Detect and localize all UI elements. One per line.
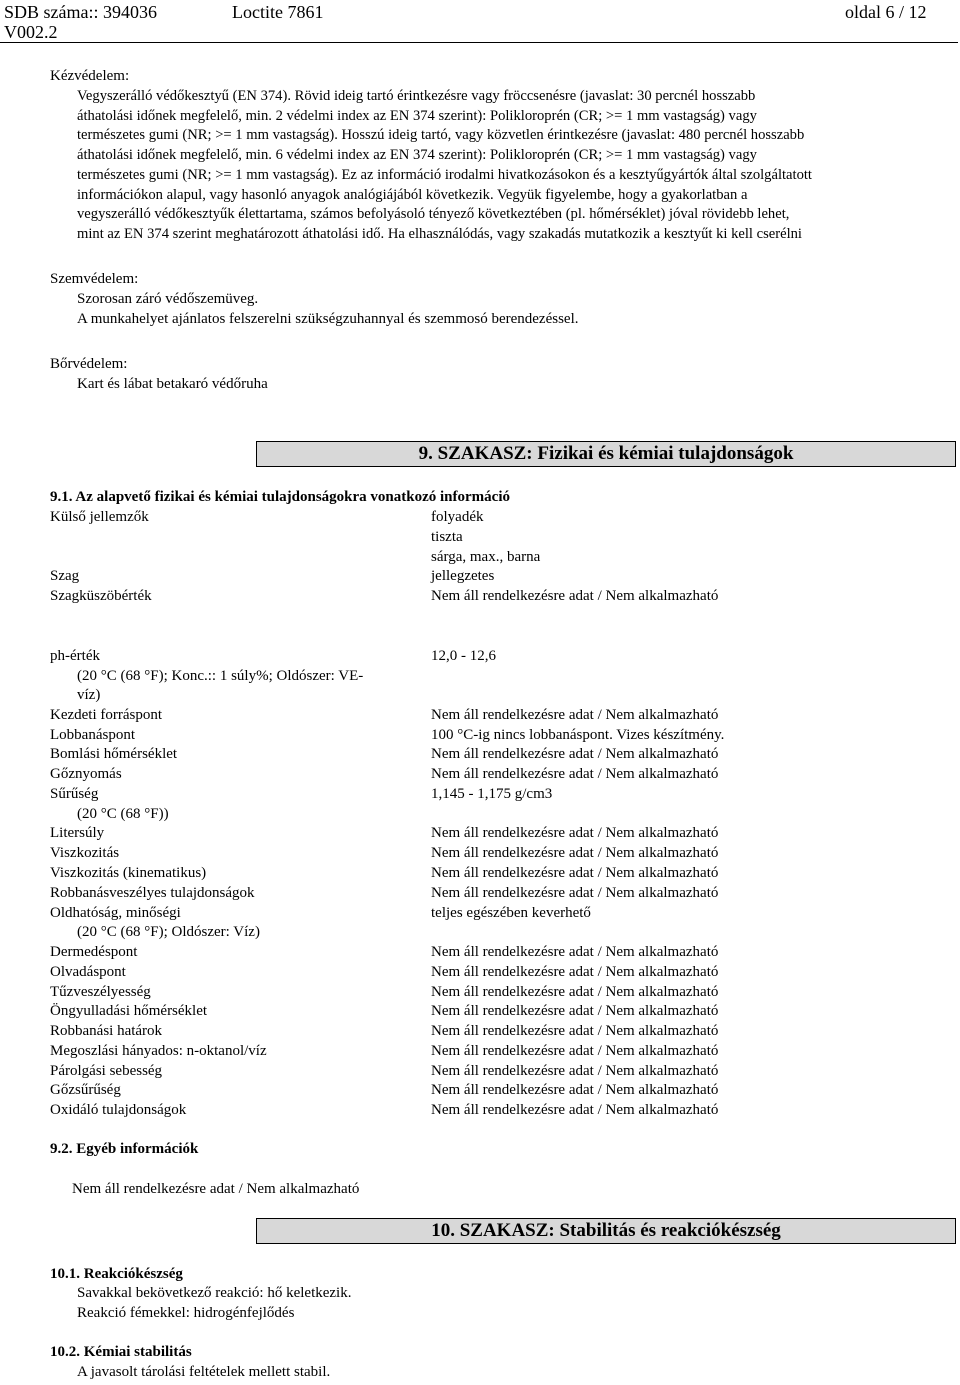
section-10-heading: 10. SZAKASZ: Stabilitás és reakciókészség bbox=[256, 1218, 956, 1244]
property-label: Robbanási határok bbox=[50, 1023, 163, 1039]
property-value: Nem áll rendelkezésre adat / Nem alkalmazható bbox=[431, 746, 719, 762]
property-value: Nem áll rendelkezésre adat / Nem alkalmazható bbox=[431, 1023, 719, 1039]
property-label: Lobbanáspont bbox=[50, 727, 135, 743]
property-label: Oldhatóság, minőségi bbox=[50, 905, 181, 921]
page-number: oldal 6 / 12 bbox=[845, 2, 927, 22]
skin-protection-line: Kart és lábat betakaró védőruha bbox=[77, 376, 268, 392]
eye-protection-line: A munkahelyet ajánlatos felszerelni szükségzuhannyal és szemmosó berendezéssel. bbox=[77, 311, 579, 327]
property-label: Kezdeti forráspont bbox=[50, 707, 163, 723]
property-label: Külső jellemzők bbox=[50, 509, 149, 525]
reactivity-line: Savakkal bekövetkező reakció: hő keletkezik. bbox=[77, 1285, 352, 1301]
property-value: Nem áll rendelkezésre adat / Nem alkalmazható bbox=[431, 707, 719, 723]
property-label: Viszkozitás bbox=[50, 845, 120, 861]
property-label: Gőzsűrűség bbox=[50, 1082, 121, 1098]
property-label: Tűzveszélyesség bbox=[50, 984, 151, 1000]
header-rule bbox=[0, 42, 958, 43]
property-value: Nem áll rendelkezésre adat / Nem alkalmazható bbox=[431, 766, 719, 782]
stability-line: A javasolt tárolási feltételek mellett stabil. bbox=[77, 1364, 331, 1380]
version: V002.2 bbox=[4, 22, 58, 42]
property-value: sárga, max., barna bbox=[431, 549, 541, 565]
property-label: Szagküszöbérték bbox=[50, 588, 152, 604]
hand-protection-line: áthatolási időnek megfelelő, min. 2 védelmi index az EN 374 szerint): Polikloroprén (CR; >= 1 mm vastagság) vagy bbox=[77, 107, 757, 124]
section-10-2-heading: 10.2. Kémiai stabilitás bbox=[50, 1344, 192, 1360]
hand-protection-line: információkon alapul, vagy hasonló anyagok analógiájából következik. Vegyük figyelembe, hogy a gyakorlatban a bbox=[77, 186, 748, 203]
property-value: Nem áll rendelkezésre adat / Nem alkalmazható bbox=[431, 1063, 719, 1079]
property-value: Nem áll rendelkezésre adat / Nem alkalmazható bbox=[431, 588, 719, 604]
property-label: Bomlási hőmérséklet bbox=[50, 746, 178, 762]
hand-protection-title: Kézvédelem: bbox=[50, 68, 130, 84]
property-value: 100 °C-ig nincs lobbanáspont. Vizes készítmény. bbox=[431, 727, 725, 743]
property-value: Nem áll rendelkezésre adat / Nem alkalmazható bbox=[431, 885, 719, 901]
property-label: Oxidáló tulajdonságok bbox=[50, 1102, 187, 1118]
property-label: ph-érték bbox=[50, 648, 100, 664]
skin-protection-title: Bőrvédelem: bbox=[50, 356, 128, 372]
property-value: Nem áll rendelkezésre adat / Nem alkalmazható bbox=[431, 1082, 719, 1098]
section-9-1-heading: 9.1. Az alapvető fizikai és kémiai tulajdonságokra vonatkozó információ bbox=[50, 489, 510, 505]
property-label: (20 °C (68 °F)) bbox=[77, 806, 169, 822]
property-label: Párolgási sebesség bbox=[50, 1063, 163, 1079]
property-label: Gőznyomás bbox=[50, 766, 122, 782]
section-9-2-heading: 9.2. Egyéb információk bbox=[50, 1141, 199, 1157]
hand-protection-line: mint az EN 374 szerint meghatározott áthatolási idő. Ha elhasználódás, vagy szakadás mutatkozik a kesztyűt ki kell cserélni bbox=[77, 225, 802, 242]
section-9-heading: 9. SZAKASZ: Fizikai és kémiai tulajdonságok bbox=[256, 441, 956, 467]
property-label: Sűrűség bbox=[50, 786, 99, 802]
other-info-value: Nem áll rendelkezésre adat / Nem alkalmazható bbox=[72, 1181, 360, 1197]
hand-protection-line: Vegyszerálló védőkesztyű (EN 374). Rövid ideig tartó érintkezésre vagy fröccsenésre (javaslat: 30 percnél hosszabb bbox=[77, 88, 756, 104]
section-10-1-heading: 10.1. Reakciókészség bbox=[50, 1266, 183, 1282]
property-label: Szag bbox=[50, 568, 80, 584]
property-value: 1,145 - 1,175 g/cm3 bbox=[431, 786, 553, 802]
eye-protection-line: Szorosan záró védőszemüveg. bbox=[77, 291, 259, 307]
property-value: Nem áll rendelkezésre adat / Nem alkalmazható bbox=[431, 865, 719, 881]
property-value: teljes egészében keverhető bbox=[431, 905, 591, 921]
property-value: Nem áll rendelkezésre adat / Nem alkalmazható bbox=[431, 944, 719, 960]
property-label: Öngyulladási hőmérséklet bbox=[50, 1003, 208, 1019]
property-value: Nem áll rendelkezésre adat / Nem alkalmazható bbox=[431, 1003, 719, 1019]
property-value: tiszta bbox=[431, 529, 463, 545]
property-label: Dermedéspont bbox=[50, 944, 138, 960]
eye-protection-title: Szemvédelem: bbox=[50, 271, 139, 287]
property-label: Megoszlási hányados: n-oktanol/víz bbox=[50, 1043, 267, 1059]
hand-protection-line: áthatolási időnek megfelelő, min. 6 védelmi index az EN 374 szerint): Polikloroprén (CR; >= 1 mm vastagság) vagy bbox=[77, 147, 757, 164]
property-label: (20 °C (68 °F); Konc.:: 1 súly%; Oldószer: VE- bbox=[77, 668, 364, 684]
property-value: Nem áll rendelkezésre adat / Nem alkalmazható bbox=[431, 1043, 719, 1059]
property-value: Nem áll rendelkezésre adat / Nem alkalmazható bbox=[431, 984, 719, 1000]
property-value: Nem áll rendelkezésre adat / Nem alkalmazható bbox=[431, 964, 719, 980]
property-value: Nem áll rendelkezésre adat / Nem alkalmazható bbox=[431, 845, 719, 861]
property-value: 12,0 - 12,6 bbox=[431, 648, 496, 664]
property-label: víz) bbox=[77, 687, 101, 703]
property-value: folyadék bbox=[431, 509, 484, 525]
property-label: Litersúly bbox=[50, 825, 105, 841]
property-label: (20 °C (68 °F); Oldószer: Víz) bbox=[77, 924, 260, 940]
property-value: jellegzetes bbox=[431, 568, 495, 584]
hand-protection-line: természetes gumi (NR; >= 1 mm vastagság). Ez az információ irodalmi hivatkozásokon és a kesztyűgyártók által szolgáltatott bbox=[77, 166, 812, 183]
property-value: Nem áll rendelkezésre adat / Nem alkalmazható bbox=[431, 1102, 719, 1118]
property-label: Olvadáspont bbox=[50, 964, 126, 980]
hand-protection-line: természetes gumi (NR; >= 1 mm vastagság). Hosszú ideig tartó, vagy közvetlen érintkezésre (javaslat: 480 percnél hosszabb bbox=[77, 127, 805, 144]
property-label: Robbanásveszélyes tulajdonságok bbox=[50, 885, 255, 901]
property-value: Nem áll rendelkezésre adat / Nem alkalmazható bbox=[431, 825, 719, 841]
product-name: Loctite 7861 bbox=[232, 2, 324, 22]
hand-protection-line: vegyszerálló védőkesztyűk élettartama, számos befolyásoló tényező következtében (pl. hőmérséklet) jóval rövidebb lehet, bbox=[77, 206, 790, 223]
sdb-number: SDB száma:: 394036 bbox=[4, 2, 157, 22]
property-label: Viszkozitás (kinematikus) bbox=[50, 865, 207, 881]
reactivity-line: Reakció fémekkel: hidrogénfejlődés bbox=[77, 1305, 295, 1321]
